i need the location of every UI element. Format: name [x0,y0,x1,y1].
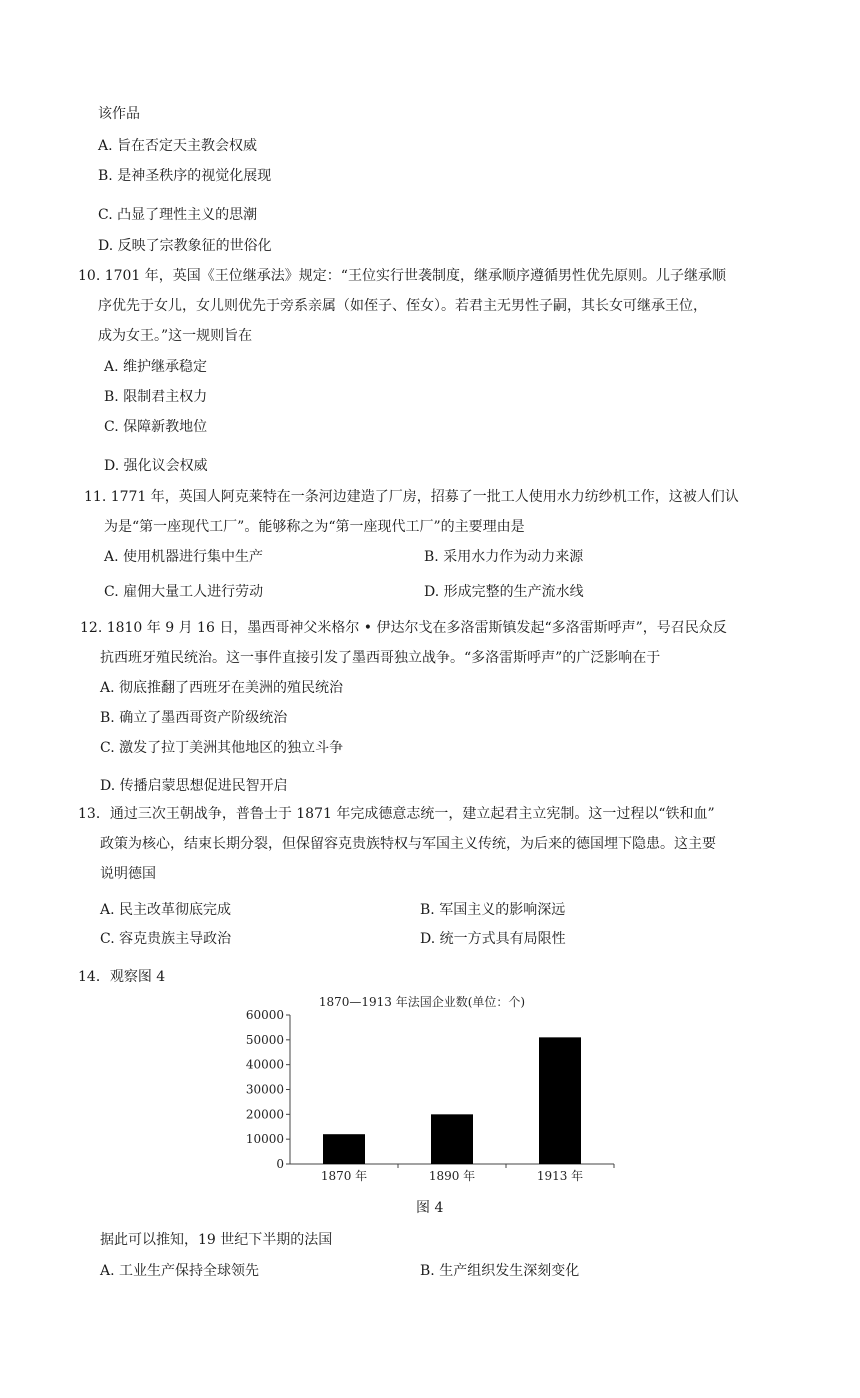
q10-option-a: A. 维护继承稳定 [104,359,208,375]
q9-option-b: B. 是神圣秩序的视觉化展现 [98,168,272,184]
q14-stem: 14．观察图 4 [78,969,166,985]
q10-option-b: B. 限制君主权力 [104,389,208,405]
x-tick-label: 1870 年 [320,1169,368,1183]
y-tick-label: 40000 [245,1057,284,1072]
q14-option-a: A. 工业生产保持全球领先 [100,1263,260,1279]
q9-option-d: D. 反映了宗教象征的世俗化 [98,238,272,254]
q9-stem-tail: 该作品 [98,106,140,122]
q11-option-a: A. 使用机器进行集中生产 [104,549,264,565]
y-tick-label: 30000 [245,1082,284,1097]
q10-stem-line-3: 成为女王。”这一规则旨在 [98,328,253,344]
q10-option-c: C. 保障新教地位 [104,419,208,435]
bar-3 [539,1037,581,1164]
x-tick-label: 1890 年 [428,1169,476,1183]
q13-stem-line-2: 政策为核心，结束长期分裂，但保留容克贵族特权与军国主义传统，为后来的德国埋下隐患。这主要 [100,836,716,852]
x-tick-label: 1913 年 [536,1169,584,1183]
y-tick-label: 0 [276,1157,284,1171]
q13-option-a: A. 民主改革彻底完成 [100,902,232,918]
enterprise-count-chart [240,992,620,1188]
q14-option-b: B. 生产组织发生深刻变化 [420,1263,580,1279]
bar-2 [431,1114,473,1164]
y-tick-label: 50000 [245,1032,284,1047]
q14-after-chart: 据此可以推知，19 世纪下半期的法国 [100,1232,333,1248]
q11-stem-line-2: 为是“第一座现代工厂”。能够称之为“第一座现代工厂”的主要理由是 [104,519,525,535]
q12-option-b: B. 确立了墨西哥资产阶级统治 [100,710,288,726]
q11-stem-line-1: 11. 1771 年，英国人阿克莱特在一条河边建造了厂房，招募了一批工人使用水力纺纱机工作，这被人们认 [84,489,739,505]
q12-option-d: D. 传播启蒙思想促进民智开启 [100,778,288,794]
q12-option-a: A. 彻底推翻了西班牙在美洲的殖民统治 [100,680,344,696]
q13-option-d: D. 统一方式具有局限性 [420,931,566,947]
q12-stem-line-2: 抗西班牙殖民统治。这一事件直接引发了墨西哥独立战争。“多洛雷斯呼声”的广泛影响在于 [100,650,661,666]
q10-stem-line-1: 10. 1701 年，英国《王位继承法》规定：“王位实行世袭制度，继承顺序遵循男性优先原则。儿子继承顺 [78,268,726,284]
q11-option-c: C. 雇佣大量工人进行劳动 [104,584,264,600]
q9-option-c: C. 凸显了理性主义的思潮 [98,207,258,223]
q12-stem-line-1: 12. 1810 年 9 月 16 日，墨西哥神父米格尔 • 伊达尔戈在多洛雷斯镇发起“多洛雷斯呼声”，号召民众反 [80,620,727,636]
q13-option-c: C. 容克贵族主导政治 [100,931,232,947]
figure-caption: 图 4 [416,1200,444,1216]
y-tick-label: 10000 [245,1132,284,1147]
q13-stem-line-3: 说明德国 [100,866,156,882]
bar-1 [323,1134,365,1164]
q9-option-a: A. 旨在否定天主教会权威 [98,138,258,154]
q12-option-c: C. 激发了拉丁美洲其他地区的独立斗争 [100,740,344,756]
q10-option-d: D. 强化议会权威 [104,458,208,474]
q11-option-d: D. 形成完整的生产流水线 [424,584,584,600]
q13-option-b: B. 军国主义的影响深远 [420,902,566,918]
y-tick-label: 60000 [245,1008,284,1022]
bar-chart-svg [240,992,620,1188]
chart-title: 1870—1913 年法国企业数(单位：个) [318,995,526,1009]
q10-stem-line-2: 序优先于女儿，女儿则优先于旁系亲属（如侄子、侄女）。若君主无男性子嗣，其长女可继承王位， [98,298,707,314]
q11-option-b: B. 采用水力作为动力来源 [424,549,584,565]
q13-stem-line-1: 13．通过三次王朝战争，普鲁士于 1871 年完成德意志统一，建立起君主立宪制。这一过程以“铁和血” [78,806,715,822]
y-tick-label: 20000 [245,1107,284,1122]
